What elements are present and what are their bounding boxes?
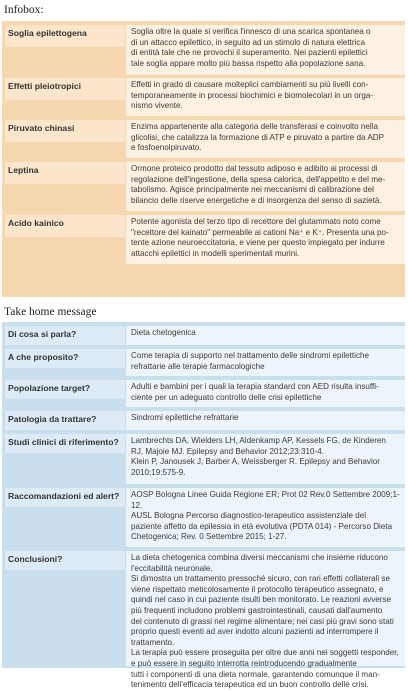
infobox-term: Piruvato chinasi (5, 120, 125, 142)
infobox-definition (126, 162, 405, 211)
take-home-question: Conclusioni? (5, 551, 125, 570)
take-home-question: Popolazione target? (5, 380, 125, 399)
take-home-answer (126, 434, 405, 484)
take-home-answer-text: Lambrechts DA, Wielders LH, Aldenkamp AP, Kessels FG, de Kinderen RJ, Majoie MJ. Epilepsy and Behavior 2012;23:310-4. Klein P, Janousek J, Barber A, Weissberger R. Epilepsy and Behavior 2010;19:575-9. (131, 436, 386, 477)
take-home-question: Raccomandazioni ed alert? (5, 488, 125, 507)
infobox-term: Effetti pleiotropici (5, 78, 125, 100)
infobox-definition (126, 215, 405, 264)
infobox-definition (126, 25, 405, 75)
take-home-answer-text: Sindromi epilettiche refrattarie (131, 413, 239, 422)
take-home-panel (2, 322, 405, 690)
infobox-term: Soglia epilettogena (5, 25, 125, 47)
infobox-definition-text: Effetti in grado di causare molteplici cambiamenti su più livelli con- temporaneamente in processi biochimici e biomolecolari in un orga- nismo vivente. (131, 80, 374, 111)
infobox-definition (126, 78, 405, 116)
take-home-answer (126, 411, 405, 430)
take-home-question: A che proposito? (5, 349, 125, 368)
infobox-definition-text: Soglia oltre la quale si verifica l'innesco di una scarica spontanea o di un attacco epilettico, in seguito ad un stimolo di natura elettrica di entità tale che ne provochi il superamento. Nei pazienti epilettici tale soglia appare molto più bassa rispetto alla popolazione sana. (131, 27, 371, 68)
take-home-answer (126, 380, 405, 407)
infobox-panel (2, 21, 405, 297)
take-home-answer (126, 326, 405, 345)
take-home-answer-text: La dieta chetogenica combina diversi meccanismi che insieme riducono l'eccitabilità neuronale. Si dimostra un trattamento pressoché sicuro, con rari effetti collaterali se viene rispettato meticolosamente il protocollo terapeutico assegnato, e quindi nel caso in cui paziente risulti ben monitorato. Le reazioni avverse più frequenti includono problemi gastrointestinali, causati dall'aumento del contenuto di grassi nel regime alimentare; nei casi più gravi sono stati proprio questi eventi ad aver indotto alcuni pazienti ad interrompere il trattamento. La terapia può essere proseguita per oltre due anni nei soggetti responder, e può essere in seguito interrotta reintroducendo gradualmente tutti i componenti di una dieta normale, garantendo comunque il man- tenimento dell'efficacia terapeutica ed un buon controllo delle crisi. (131, 553, 399, 690)
take-home-answer-text: Come terapia di supporto nel trattamento delle sindromi epilettiche refrattarie alle terapie farmacologiche (131, 351, 369, 371)
infobox-term: Leptina (5, 162, 125, 184)
take-home-answer (126, 551, 405, 690)
take-home-question: Patologia da trattare? (5, 411, 125, 430)
infobox-definition-text: Ormone proteico prodotto dal tessuto adiposo e adibito ai processi di regolazione dell'ingestione, della spesa calorica, dell'appetito e del me- tabolismo. Agisce principalmente nei meccanismi di calibrazione del bilancio delle riserve energetiche e di insorgenza del senso di sazietà. (131, 164, 386, 205)
take-home-question: Studi clinici di riferimento? (5, 434, 125, 453)
infobox-definition (126, 120, 405, 158)
take-home-heading: Take home message (4, 306, 97, 318)
take-home-question: Di cosa si parla? (5, 326, 125, 345)
take-home-answer-text: AOSP Bologna Linee Guida Regione ER; Prot 02 Rev.0 Settembre 2009;1- 12. AUSL Bologna Percorso diagnostico-terapeutico assistenziale del paziente affetto da epilessia in età evolutiva (PDTA 014) - Percorso Dieta Chetogenica; Rev. 0 Settembre 2015; 1-27. (131, 490, 400, 542)
take-home-answer-text: Adulti e bambini per i quali la terapia standard con AED risulta insuffi- ciente per un adeguato controllo delle crisi epilettiche (131, 382, 379, 402)
take-home-answer (126, 488, 405, 547)
take-home-answer (126, 349, 405, 376)
infobox-heading: Infobox: (4, 4, 44, 16)
infobox-term: Acido kainico (5, 215, 125, 237)
infobox-definition-text: Potente agonista del terzo tipo di recettore del glutammato noto come "recettore del kainato" permeabile ai cationi Na⁺ e K⁺. Presenta una po- tente azione neuroeccitatoria, e viene per questo impiegato per indurre attacchi epilettici in modelli sperimentali murini. (131, 217, 389, 258)
infobox-definition-text: Enzima appartenente alla categoria delle transferasi e coinvolto nella glicolisi, che catalizza la formazione di ATP e piruvato a partire da ADP e fosfoenolpiruvato. (131, 122, 384, 153)
take-home-answer-text: Dieta chetogenica (131, 328, 196, 337)
